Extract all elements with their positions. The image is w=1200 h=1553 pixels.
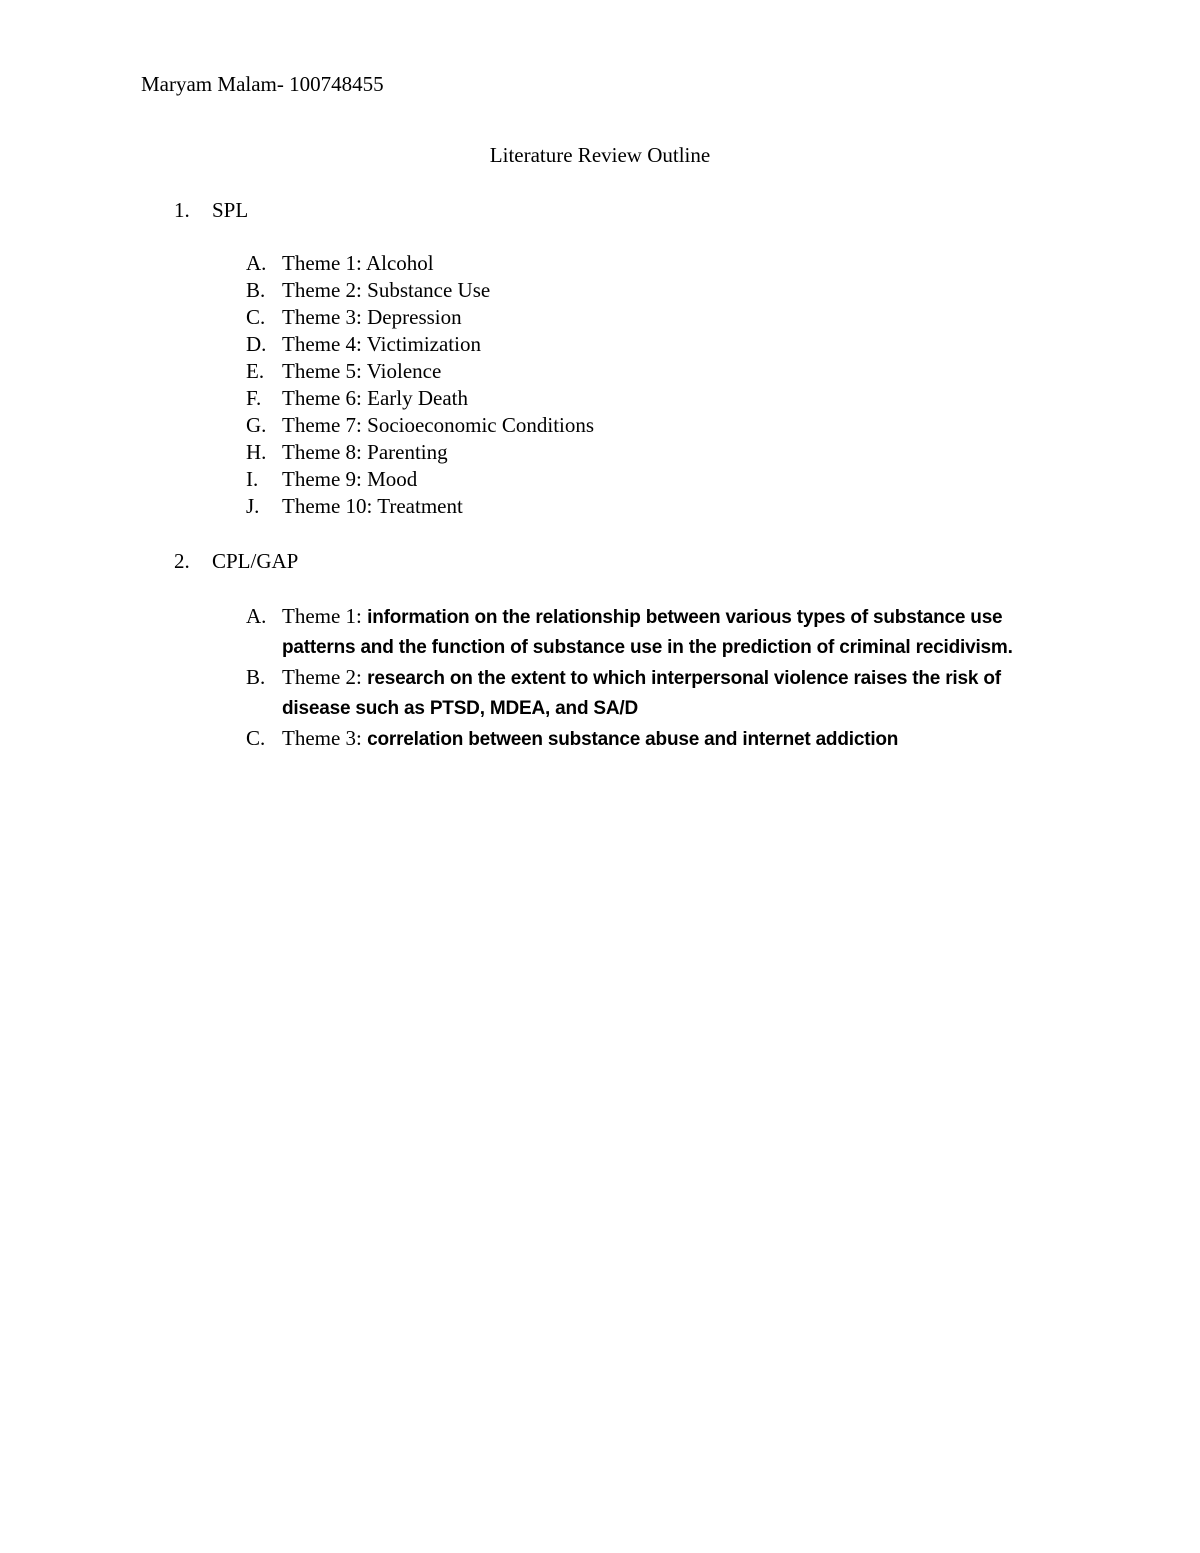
item-text: correlation between substance abuse and internet addiction xyxy=(367,729,899,750)
list-item xyxy=(246,493,594,520)
item-text: Theme 1: Alcohol xyxy=(282,251,434,275)
list-item xyxy=(246,724,1046,755)
item-letter: B. xyxy=(246,665,266,689)
item-text: Theme 4: Victimization xyxy=(282,332,481,356)
list-item xyxy=(246,358,594,385)
cpl-gap-theme-list xyxy=(246,602,1046,755)
list-item xyxy=(246,250,594,277)
item-text: Theme 2: Substance Use xyxy=(282,278,491,302)
list-item xyxy=(246,304,594,331)
item-letter: H. xyxy=(246,440,267,464)
spl-theme-list xyxy=(246,250,594,520)
item-text: Theme 9: Mood xyxy=(282,467,418,491)
item-text: information on the relationship between various types of substance use patterns and the function of substance use in the prediction of criminal recidivism. xyxy=(282,607,1013,658)
item-letter: J. xyxy=(246,494,260,518)
item-text: Theme 3: Depression xyxy=(282,305,462,329)
list-item xyxy=(246,412,594,439)
item-text: Theme 10: Treatment xyxy=(282,494,463,518)
section-heading-spl xyxy=(174,198,248,223)
item-letter: A. xyxy=(246,251,267,275)
item-label: Theme 1: xyxy=(282,604,368,628)
item-text: Theme 7: Socioeconomic Conditions xyxy=(282,413,595,437)
item-letter: I. xyxy=(246,467,259,491)
list-item xyxy=(246,439,594,466)
list-item xyxy=(246,385,594,412)
item-text: Theme 8: Parenting xyxy=(282,440,448,464)
section-title: CPL/GAP xyxy=(212,549,299,573)
item-text: Theme 5: Violence xyxy=(282,359,442,383)
item-text: Theme 6: Early Death xyxy=(282,386,469,410)
list-item xyxy=(246,277,594,304)
section-number: 2. xyxy=(174,549,190,573)
list-item xyxy=(246,466,594,493)
list-item xyxy=(246,331,594,358)
item-letter: A. xyxy=(246,604,267,628)
item-letter: E. xyxy=(246,359,265,383)
item-text: research on the extent to which interpersonal violence raises the risk of disease such as PTSD, MDEA, and SA/D xyxy=(282,668,1001,719)
list-item xyxy=(246,602,1046,663)
section-title: SPL xyxy=(212,198,249,222)
section-number: 1. xyxy=(174,198,190,222)
item-letter: B. xyxy=(246,278,266,302)
item-letter: G. xyxy=(246,413,267,437)
item-label: Theme 2: xyxy=(282,665,368,689)
item-letter: C. xyxy=(246,305,266,329)
item-letter: F. xyxy=(246,386,262,410)
author-line: Maryam Malam- 100748455 xyxy=(141,72,384,96)
section-heading-cpl-gap xyxy=(174,549,298,574)
item-letter: D. xyxy=(246,332,267,356)
item-letter: C. xyxy=(246,726,266,750)
item-label: Theme 3: xyxy=(282,726,368,750)
list-item xyxy=(246,663,1046,724)
document-title: Literature Review Outline xyxy=(489,143,711,167)
